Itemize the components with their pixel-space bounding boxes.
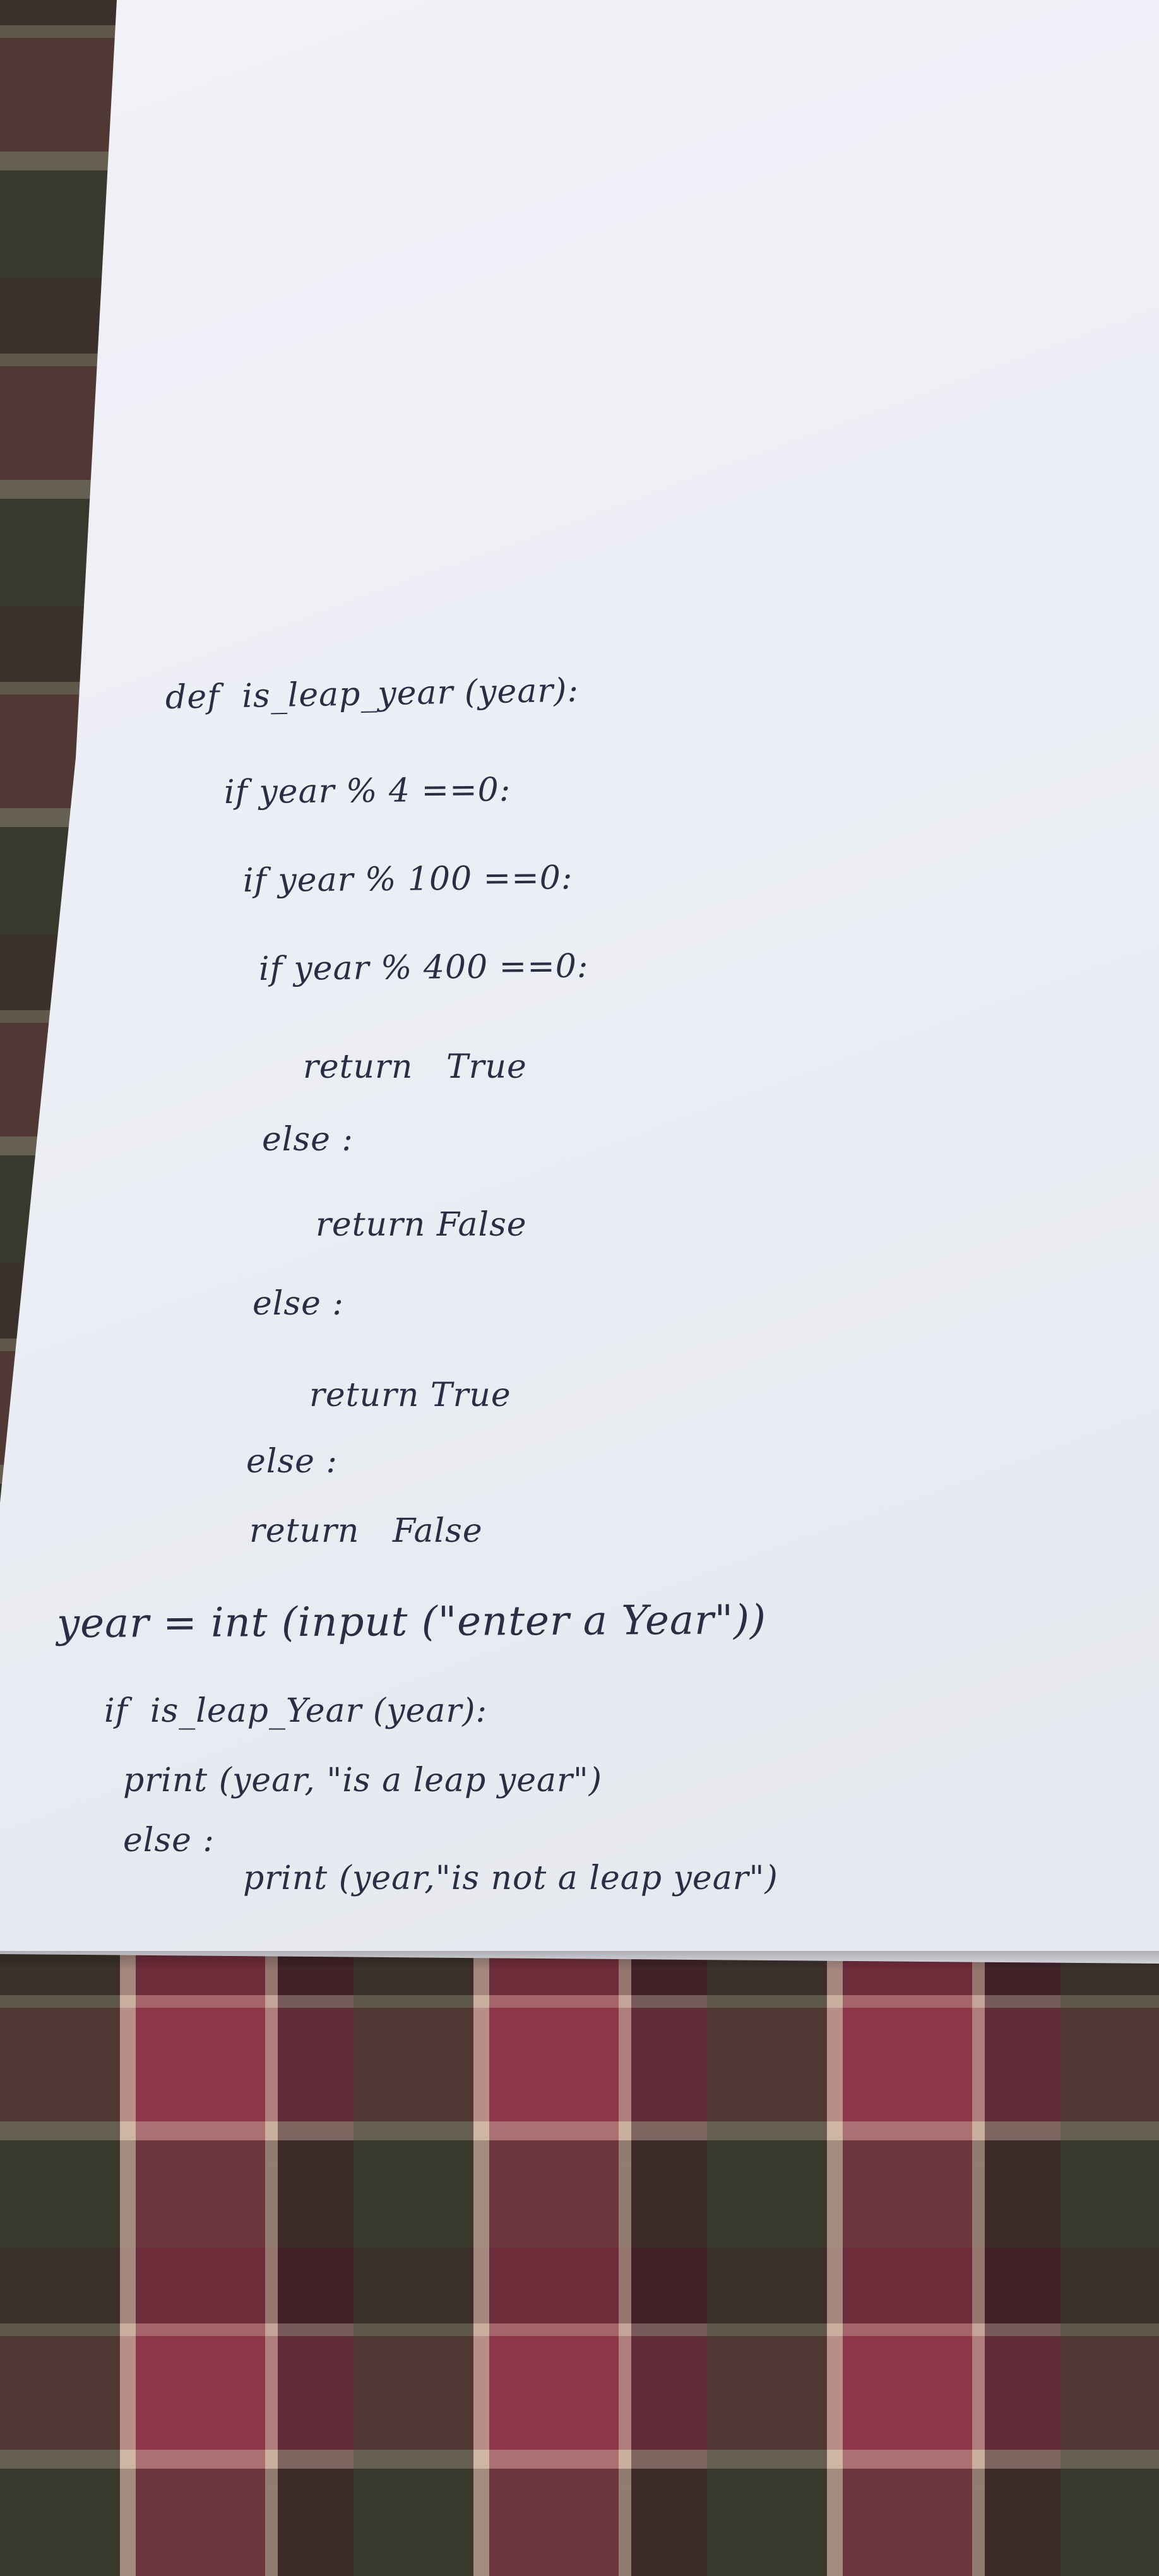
code-line-if-100: if year % 100 ==0: — [242, 859, 573, 900]
code-line-else-1: else : — [262, 1121, 354, 1159]
code-line-if-4: if year % 4 ==0: — [223, 771, 511, 811]
code-line-print-not-leap: print (year,"is not a leap year") — [243, 1859, 778, 1897]
code-line-if-call: if is_leap_Year (year): — [104, 1692, 488, 1730]
code-line-year-input: year = int (input ("enter a Year")) — [56, 1597, 767, 1647]
paper-edge-shadow — [0, 1951, 1159, 1970]
code-line-print-leap: print (year, "is a leap year") — [123, 1762, 603, 1799]
code-line-else-4: else : — [123, 1822, 215, 1859]
code-line-return-false-1: return False — [316, 1206, 527, 1244]
code-line-else-3: else : — [246, 1443, 338, 1481]
code-line-return-true-2: return True — [309, 1376, 511, 1414]
code-line-return-false-2: return False — [249, 1512, 483, 1550]
code-line-def: def is_leap_year (year): — [165, 671, 580, 717]
code-line-return-true-1: return True — [303, 1048, 527, 1086]
code-line-else-2: else : — [253, 1285, 344, 1323]
code-line-if-400: if year % 400 ==0: — [258, 947, 589, 988]
